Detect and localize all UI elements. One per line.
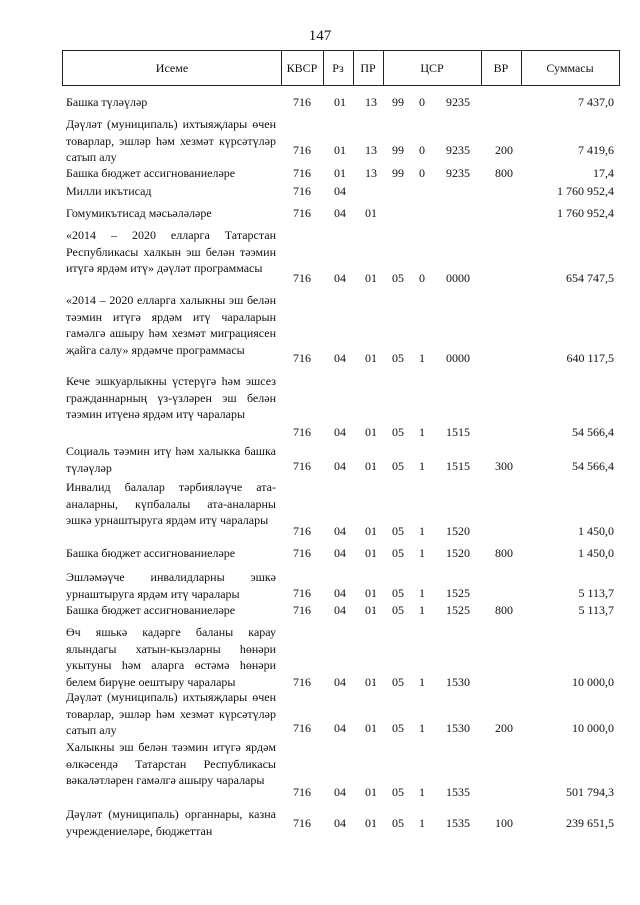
row-sum: 1 760 952,4 (557, 206, 614, 220)
row-rz: 04 (334, 546, 346, 560)
row-pr: 01 (365, 603, 377, 617)
row-kvsr: 716 (293, 546, 311, 560)
row-csr-code: 9235 (446, 143, 470, 157)
row-kvsr: 716 (293, 675, 311, 689)
row-csr-program: 99 (392, 143, 404, 157)
row-name: Башка бюджет ассигнованиеләре (66, 166, 236, 180)
row-rz: 04 (334, 721, 346, 735)
row-sum: 1 450,0 (578, 546, 614, 560)
row-sum: 10 000,0 (572, 675, 614, 689)
row-vr: 800 (495, 603, 513, 617)
row-sum: 54 566,4 (572, 425, 614, 439)
row-sum: 1 760 952,4 (557, 184, 614, 198)
row-pr: 01 (365, 675, 377, 689)
row-csr-subprogram: 1 (419, 603, 425, 617)
row-rz: 04 (334, 524, 346, 538)
row-csr-subprogram: 0 (419, 271, 425, 285)
row-csr-subprogram: 1 (419, 586, 425, 600)
row-sum: 54 566,4 (572, 459, 614, 473)
row-rz: 04 (334, 816, 346, 830)
row-rz: 04 (334, 206, 346, 220)
row-kvsr: 716 (293, 166, 311, 180)
row-name: Башка түләүләр (66, 95, 148, 109)
row-vr: 300 (495, 459, 513, 473)
row-kvsr: 716 (293, 143, 311, 157)
row-sum: 17,4 (593, 166, 614, 180)
row-pr: 01 (365, 546, 377, 560)
row-pr: 01 (365, 459, 377, 473)
row-csr-program: 05 (392, 351, 404, 365)
row-pr: 13 (365, 166, 377, 180)
row-csr-code: 0000 (446, 351, 470, 365)
row-name: Эшләмәүче инвалидларны эшкә урнаштыруга ярдәм итү чаралары (66, 570, 276, 601)
row-csr-code: 0000 (446, 271, 470, 285)
row-name: Дәүләт (муниципаль) органнары, казна учреждениеләре, бюджеттан (66, 807, 276, 838)
row-pr: 01 (365, 425, 377, 439)
row-csr-code: 1525 (446, 586, 470, 600)
row-rz: 04 (334, 184, 346, 198)
row-vr: 800 (495, 546, 513, 560)
row-pr: 01 (365, 816, 377, 830)
row-kvsr: 716 (293, 351, 311, 365)
row-kvsr: 716 (293, 586, 311, 600)
row-sum: 640 117,5 (566, 351, 614, 365)
row-csr-subprogram: 0 (419, 166, 425, 180)
row-kvsr: 716 (293, 206, 311, 220)
row-csr-program: 05 (392, 675, 404, 689)
row-rz: 04 (334, 785, 346, 799)
row-csr-subprogram: 1 (419, 721, 425, 735)
row-csr-code: 1520 (446, 546, 470, 560)
row-csr-code: 1525 (446, 603, 470, 617)
header-rz: Рз (323, 50, 354, 86)
row-csr-program: 99 (392, 166, 404, 180)
row-rz: 04 (334, 351, 346, 365)
row-name: Гомумикътисад мәсьәләләре (66, 206, 212, 220)
row-sum: 1 450,0 (578, 524, 614, 538)
row-name: Башка бюджет ассигнованиеләре (66, 546, 236, 560)
row-rz: 04 (334, 271, 346, 285)
row-csr-code: 1530 (446, 721, 470, 735)
row-csr-code: 1535 (446, 816, 470, 830)
row-csr-program: 05 (392, 459, 404, 473)
row-kvsr: 716 (293, 524, 311, 538)
row-kvsr: 716 (293, 603, 311, 617)
row-csr-subprogram: 1 (419, 816, 425, 830)
row-name: Дәүләт (муниципаль) ихтыяҗлары өчен товарлар, эшләр һәм хезмәт күрсәтүләр сатып алу (66, 690, 276, 737)
row-csr-program: 05 (392, 816, 404, 830)
row-pr: 01 (365, 721, 377, 735)
row-csr-program: 05 (392, 524, 404, 538)
row-csr-code: 1515 (446, 425, 470, 439)
row-kvsr: 716 (293, 816, 311, 830)
row-kvsr: 716 (293, 721, 311, 735)
row-kvsr: 716 (293, 184, 311, 198)
header-sum: Суммасы (521, 50, 620, 86)
row-rz: 01 (334, 95, 346, 109)
row-name: «2014 – 2020 елларга халыкны эш белән тәэмин итүгә ярдәм итү чараларын гамәлгә ашыру һәм хезмәт миграциясен җайга салу» ярдәмче программасы (66, 293, 276, 357)
row-name: Дәүләт (муниципаль) ихтыяҗлары өчен товарлар, эшләр һәм хезмәт күрсәтүләр сатып алу (66, 117, 276, 164)
row-sum: 7 437,0 (578, 95, 614, 109)
row-csr-program: 99 (392, 95, 404, 109)
row-name: Башка бюджет ассигнованиеләре (66, 603, 236, 617)
row-pr: 01 (365, 524, 377, 538)
row-sum: 654 747,5 (566, 271, 614, 285)
row-pr: 13 (365, 143, 377, 157)
row-kvsr: 716 (293, 425, 311, 439)
row-csr-program: 05 (392, 721, 404, 735)
row-csr-subprogram: 1 (419, 524, 425, 538)
row-rz: 04 (334, 459, 346, 473)
row-vr: 200 (495, 721, 513, 735)
row-rz: 04 (334, 603, 346, 617)
row-csr-program: 05 (392, 603, 404, 617)
header-vr: ВР (481, 50, 522, 86)
row-sum: 7 419,6 (578, 143, 614, 157)
row-rz: 04 (334, 675, 346, 689)
row-csr-program: 05 (392, 425, 404, 439)
row-csr-subprogram: 1 (419, 546, 425, 560)
header-pr: ПР (353, 50, 384, 86)
row-csr-code: 9235 (446, 95, 470, 109)
row-csr-program: 05 (392, 546, 404, 560)
row-csr-program: 05 (392, 271, 404, 285)
row-csr-program: 05 (392, 586, 404, 600)
row-csr-code: 1520 (446, 524, 470, 538)
row-name: Инвалид балалар тәрбияләүче ата-аналарны, күпбалалы ата-аналарны эшкә урнаштыруга ярдәм итү чаралары (66, 480, 276, 527)
row-csr-subprogram: 0 (419, 95, 425, 109)
row-name: Кече эшкуарлыкны үстерүгә һәм эшсез гражданнарның үз-үзләрен эш белән тәэмин итүенә ярдәм итү чаралары (66, 374, 276, 421)
row-vr: 100 (495, 816, 513, 830)
row-pr: 01 (365, 586, 377, 600)
row-kvsr: 716 (293, 785, 311, 799)
row-rz: 01 (334, 166, 346, 180)
row-csr-code: 9235 (446, 166, 470, 180)
row-rz: 01 (334, 143, 346, 157)
row-rz: 04 (334, 586, 346, 600)
row-sum: 5 113,7 (578, 603, 614, 617)
row-csr-subprogram: 1 (419, 785, 425, 799)
row-sum: 5 113,7 (578, 586, 614, 600)
row-csr-subprogram: 0 (419, 143, 425, 157)
row-vr: 200 (495, 143, 513, 157)
header-name: Исеме (62, 50, 282, 86)
page-number: 147 (308, 28, 332, 44)
row-sum: 501 794,3 (566, 785, 614, 799)
row-pr: 01 (365, 206, 377, 220)
header-kvsr: КВСР (281, 50, 324, 86)
row-name: Өч яшькә кадәрге баланы карау ялындагы хатын-кызларны һөнәри укытуны һәм аларга өстәмә һөнәри белем бирүне оештыру чаралары (66, 625, 276, 689)
row-csr-code: 1535 (446, 785, 470, 799)
row-csr-subprogram: 1 (419, 675, 425, 689)
header-csr: ЦСР (383, 50, 482, 86)
row-vr: 800 (495, 166, 513, 180)
row-pr: 01 (365, 351, 377, 365)
row-csr-subprogram: 1 (419, 459, 425, 473)
row-name: «2014 – 2020 елларга Татарстан Республикасы халкын эш белән тәэмин итүгә ярдәм итү» дәүләт программасы (66, 228, 276, 275)
row-rz: 04 (334, 425, 346, 439)
row-name: Социаль тәэмин итү һәм халыкка башка түләүләр (66, 444, 276, 475)
row-name: Милли икътисад (66, 184, 152, 198)
row-name: Халыкны эш белән тәэмин итүгә ярдәм өлкәсендә Татарстан Республикасы вәкаләтләрен гамәлгә ашыру чаралары (66, 740, 276, 787)
row-pr: 13 (365, 95, 377, 109)
row-pr: 01 (365, 785, 377, 799)
row-csr-code: 1515 (446, 459, 470, 473)
row-csr-subprogram: 1 (419, 351, 425, 365)
row-kvsr: 716 (293, 271, 311, 285)
row-pr: 01 (365, 271, 377, 285)
row-csr-subprogram: 1 (419, 425, 425, 439)
row-kvsr: 716 (293, 459, 311, 473)
row-sum: 10 000,0 (572, 721, 614, 735)
row-kvsr: 716 (293, 95, 311, 109)
row-csr-code: 1530 (446, 675, 470, 689)
row-csr-program: 05 (392, 785, 404, 799)
row-sum: 239 651,5 (566, 816, 614, 830)
